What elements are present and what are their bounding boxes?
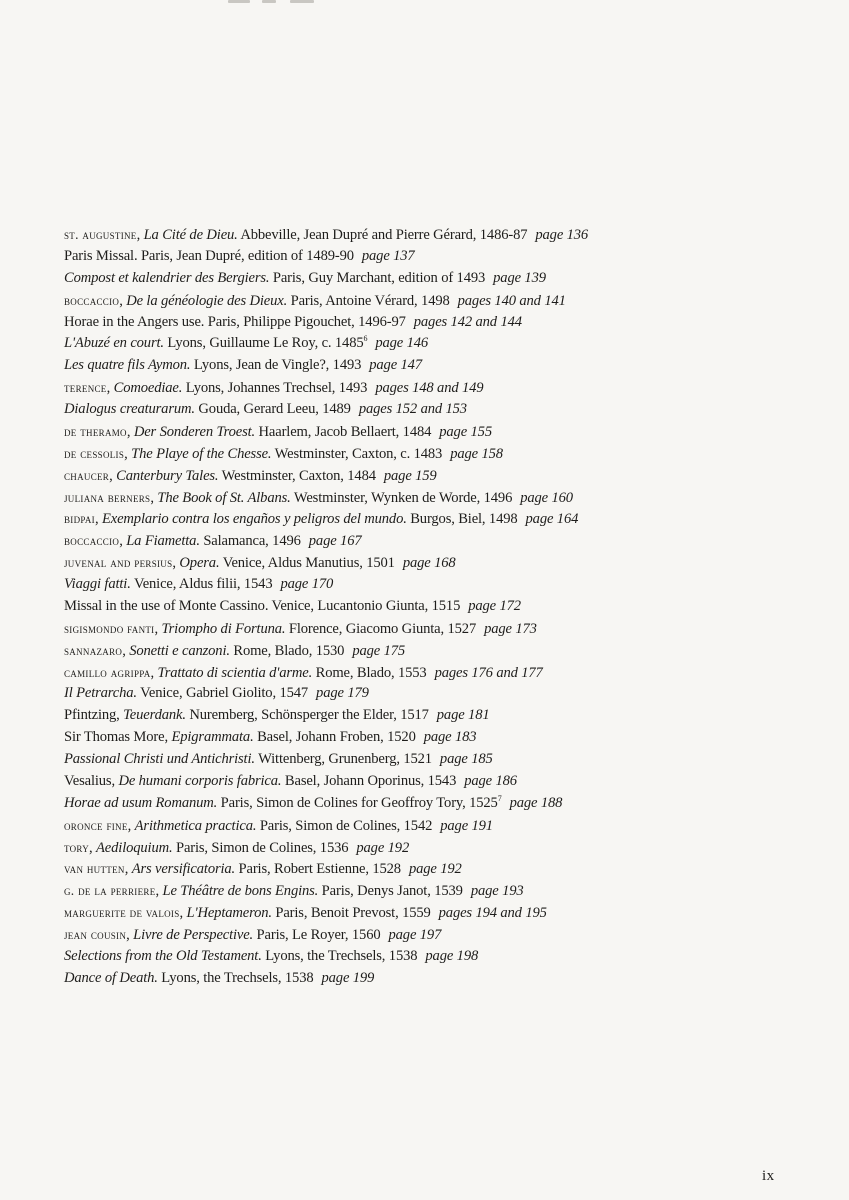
work-title: La Fiametta. (126, 533, 200, 550)
author-name: g. de la perriere (64, 883, 156, 899)
page-reference: page 136 (535, 227, 589, 243)
list-item (64, 487, 784, 509)
entry-text: Paris, Simon de Colines for Geoffroy Tory, 1525 (217, 794, 498, 811)
work-title: Sonetti e canzoni. (129, 642, 230, 659)
list-item (64, 530, 784, 552)
list-item (64, 246, 784, 268)
entry-text: Basel, Johann Oporinus, 1543 (281, 772, 457, 789)
work-title: Triompho di Fortuna. (161, 620, 286, 637)
work-title: Livre de Perspective. (133, 927, 254, 943)
entry-text: Vesalius, (64, 772, 119, 789)
work-title: Passional Christi und Antichristi. (64, 751, 255, 767)
page-reference: page 198 (425, 947, 479, 964)
list-item (64, 640, 784, 662)
work-title: Teuerdank. (123, 707, 186, 724)
entry-text: Paris, Benoit Prevost, 1559 (271, 905, 431, 922)
list-item (64, 968, 784, 990)
entry-text: Venice, Aldus filii, 1543 (130, 576, 273, 592)
author-name: bidpai (64, 511, 95, 527)
author-name: oronce fine (64, 817, 128, 833)
list-item (64, 946, 784, 968)
list-item (64, 312, 784, 334)
list-item (64, 705, 784, 727)
entry-text: , (150, 489, 158, 506)
entry-text: Paris, Guy Marchant, edition of 1493 (269, 269, 486, 286)
scan-edge-marks (228, 0, 318, 6)
entry-text: Wittenberg, Grunenberg, 1521 (254, 751, 432, 767)
entry-text: Pfintzing, (64, 707, 124, 724)
list-item (64, 552, 784, 574)
author-name: de theramo (64, 423, 127, 439)
entry-text: Paris, Le Royer, 1560 (253, 927, 381, 943)
footnote-ref: 6 (363, 334, 368, 344)
entry-text: Westminster, Wynken de Worde, 1496 (290, 489, 513, 506)
list-item (64, 662, 784, 684)
entry-text: Horae in the Angers use. Paris, Philippe Pigouchet, 1496-97 (64, 313, 406, 330)
author-name: terence (64, 380, 107, 396)
page-reference: page 167 (308, 533, 362, 550)
author-name: jean cousin (64, 927, 127, 942)
list-item (64, 924, 784, 946)
page-reference: page 191 (440, 817, 493, 834)
page-reference: pages 140 and 141 (457, 292, 566, 309)
work-title: Trattato di scientia d'arme. (157, 664, 313, 681)
page-reference: page 193 (470, 883, 524, 900)
author-name: juvenal and persius (64, 555, 173, 571)
page-reference: page 137 (361, 247, 415, 264)
entry-text: Venice, Aldus Manutius, 1501 (219, 555, 395, 572)
page-reference: pages 152 and 153 (358, 401, 467, 417)
list-of-illustrations (64, 224, 784, 990)
page-reference: page 147 (369, 357, 422, 374)
page-reference: page 160 (520, 489, 573, 506)
entry-text: Westminster, Caxton, c. 1483 (271, 445, 443, 462)
page-reference: page 192 (408, 861, 462, 878)
author-name: boccaccio (64, 533, 120, 549)
work-title: De la généologie des Dieux. (126, 292, 288, 309)
list-item (64, 880, 784, 902)
footnote-ref: 7 (497, 793, 502, 803)
page-reference: pages 142 and 144 (413, 313, 522, 330)
list-item (64, 268, 784, 290)
entry-text: , (89, 839, 97, 856)
entry-text: , (122, 642, 130, 659)
page-reference: page 173 (484, 620, 537, 637)
work-title: Epigrammata. (171, 729, 254, 746)
page-reference: page 155 (439, 423, 492, 440)
work-title: L'Heptameron. (186, 905, 272, 922)
entry-text: Paris, Antoine Vérard, 1498 (287, 292, 450, 309)
list-item (64, 443, 784, 465)
work-title: Horae ad usum Romanum. (64, 794, 218, 811)
page-reference: page 199 (321, 969, 375, 986)
entry-text: , (119, 533, 127, 550)
entry-text: Basel, Johann Froben, 1520 (253, 729, 416, 746)
page-reference: page 164 (525, 511, 579, 528)
work-title: La Cité de Dieu. (143, 227, 238, 243)
work-title: Le Théâtre de bons Engins. (162, 883, 319, 900)
entry-text: Florence, Giacomo Giunta, 1527 (285, 620, 477, 637)
work-title: Opera. (179, 555, 220, 572)
work-title: Compost et kalendrier des Bergiers. (64, 269, 270, 286)
entry-text: , (154, 620, 162, 637)
entry-text: , (172, 555, 180, 572)
author-name: de cessolis (64, 445, 125, 461)
work-title: Der Sonderen Troest. (133, 423, 256, 440)
entry-text: Abbeville, Jean Dupré and Pierre Gérard, 1486-87 (237, 227, 528, 243)
entry-text: Lyons, Jean de Vingle?, 1493 (190, 357, 362, 374)
page-reference: pages 148 and 149 (375, 380, 484, 397)
author-name: marguerite de valois (64, 905, 180, 921)
author-name: sigismondo fanti (64, 620, 155, 636)
entry-text: Gouda, Gerard Leeu, 1489 (194, 401, 351, 417)
list-item (64, 727, 784, 749)
list-item (64, 858, 784, 880)
list-item (64, 508, 784, 530)
entry-text: , (109, 467, 117, 484)
page-reference: page 172 (468, 597, 521, 614)
entry-text: , (106, 380, 114, 397)
work-title: Dialogus creaturarum. (64, 401, 195, 417)
entry-text: Westminster, Caxton, 1484 (218, 467, 376, 484)
work-title: Arithmetica practica. (134, 817, 257, 834)
entry-text: , (124, 861, 132, 878)
entry-text: Paris, Simon de Colines, 1542 (256, 817, 433, 834)
author-name: camillo agrippa (64, 664, 151, 680)
page-reference: page 186 (464, 772, 517, 789)
entry-text: Lyons, the Trechsels, 1538 (157, 969, 314, 986)
list-item (64, 793, 784, 815)
list-item (64, 596, 784, 618)
list-item (64, 377, 784, 399)
page-reference: page 175 (352, 642, 406, 659)
page-reference: page 159 (383, 467, 437, 484)
page-reference: pages 176 and 177 (434, 664, 543, 681)
entry-text: , (179, 905, 187, 922)
page-reference: page 183 (423, 729, 477, 746)
entry-text: Paris, Simon de Colines, 1536 (172, 839, 349, 856)
page-reference: page 188 (509, 794, 563, 811)
list-item (64, 771, 784, 793)
list-item (64, 355, 784, 377)
list-item (64, 749, 784, 771)
entry-text: Haarlem, Jacob Bellaert, 1484 (255, 423, 432, 440)
entry-text: Salamanca, 1496 (199, 533, 301, 550)
entry-text: Missal in the use of Monte Cassino. Venice, Lucantonio Giunta, 1515 (64, 597, 461, 614)
page-reference: page 170 (280, 576, 334, 592)
entry-text: , (126, 423, 134, 440)
entry-text: , (124, 445, 132, 462)
work-title: The Book of St. Albans. (157, 489, 291, 506)
page-reference: pages 194 and 195 (438, 905, 547, 922)
author-name: juliana berners (64, 489, 151, 505)
entry-text: , (150, 664, 158, 681)
page-reference: page 197 (388, 927, 442, 943)
entry-text: Paris, Robert Estienne, 1528 (235, 861, 401, 878)
work-title: L'Abuzé en court. (64, 335, 164, 352)
entry-text: Sir Thomas More, (64, 729, 172, 746)
page-reference: page 168 (402, 555, 456, 572)
page-reference: page 181 (436, 707, 490, 724)
list-item (64, 574, 784, 596)
work-title: De humani corporis fabrica. (118, 772, 282, 789)
page-reference: page 139 (493, 269, 546, 286)
author-name: van hutten (64, 861, 125, 877)
work-title: Exemplario contra los engaños y peligros del mundo. (101, 511, 407, 528)
list-item (64, 683, 784, 705)
entry-text: , (94, 511, 102, 528)
author-name: st. augustine (64, 227, 137, 242)
list-item (64, 815, 784, 837)
work-title: Viaggi fatti. (64, 576, 131, 592)
list-item (64, 465, 784, 487)
work-title: Aediloquium. (96, 839, 173, 856)
page-reference: page 179 (316, 685, 369, 702)
entry-text: Rome, Blado, 1553 (312, 664, 427, 681)
list-item (64, 902, 784, 924)
list-item (64, 421, 784, 443)
author-name: sannazaro (64, 642, 123, 658)
work-title: Il Petrarcha. (64, 685, 137, 702)
page-reference: page 192 (356, 839, 410, 856)
author-name: chaucer (64, 467, 110, 483)
page-reference: page 146 (375, 335, 429, 352)
author-name: tory (64, 839, 90, 855)
page-reference: page 185 (439, 751, 493, 767)
entry-text: Paris, Denys Janot, 1539 (318, 883, 463, 900)
entry-text: , (119, 292, 127, 309)
entry-text: , (155, 883, 163, 900)
work-title: Canterbury Tales. (116, 467, 219, 484)
work-title: Dance of Death. (64, 969, 158, 986)
entry-text: Lyons, Guillaume Le Roy, c. 1485 (163, 335, 364, 352)
entry-text: Paris Missal. Paris, Jean Dupré, edition of 1489-90 (64, 247, 354, 264)
work-title: Comoediae. (113, 380, 183, 397)
entry-text: , (126, 927, 134, 943)
work-title: Ars versificatoria. (131, 861, 236, 878)
entry-text: , (127, 817, 135, 834)
list-item (64, 290, 784, 312)
page-reference: page 158 (450, 445, 503, 462)
list-item (64, 399, 784, 421)
entry-text: Lyons, the Trechsels, 1538 (261, 947, 418, 964)
page-number: ix (762, 1168, 775, 1184)
work-title: The Playe of the Chesse. (131, 445, 272, 462)
work-title: Les quatre fils Aymon. (64, 357, 191, 374)
entry-text: Lyons, Johannes Trechsel, 1493 (182, 380, 368, 397)
author-name: boccaccio (64, 292, 120, 308)
list-item (64, 837, 784, 859)
entry-text: , (136, 227, 144, 243)
entry-text: Rome, Blado, 1530 (229, 642, 345, 659)
entry-text: Venice, Gabriel Giolito, 1547 (136, 685, 309, 702)
entry-text: Burgos, Biel, 1498 (406, 511, 518, 528)
list-item (64, 224, 784, 246)
work-title: Selections from the Old Testament. (64, 947, 262, 964)
list-item (64, 618, 784, 640)
list-item (64, 333, 784, 355)
entry-text: Nuremberg, Schönsperger the Elder, 1517 (185, 707, 429, 724)
